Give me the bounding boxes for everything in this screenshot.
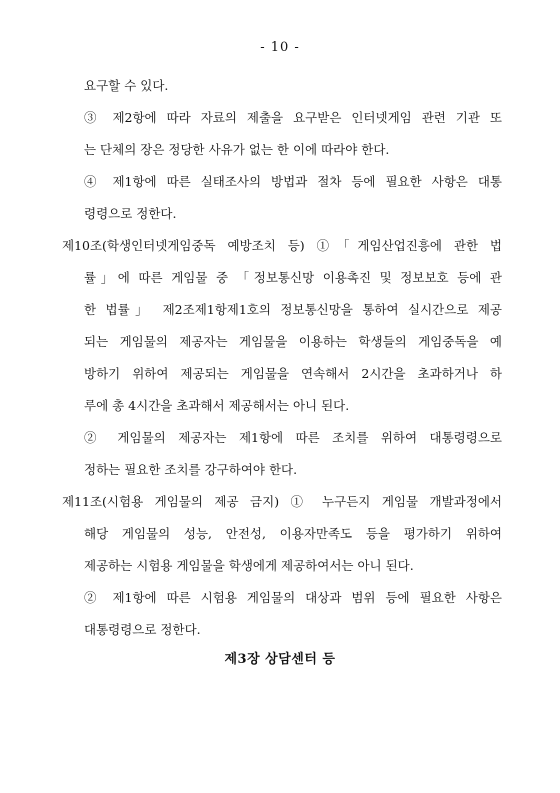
text-line: 해당 게임물의 성능, 안전성, 이용자만족도 등을 평가하기 위하여 <box>84 526 502 541</box>
chapter-title: 제3장 상담센터 등 <box>224 652 336 667</box>
text-line: 루에 총 4시간을 초과해서 제공해서는 아니 된다. <box>84 398 350 413</box>
text-line: 는 단체의 장은 정당한 사유가 없는 한 이에 따라야 한다. <box>84 142 390 157</box>
text-line: 한 법률」 제2조제1항제1호의 정보통신망을 통하여 실시간으로 제공 <box>84 302 502 317</box>
article-heading-line: 제11조(시험용 게임물의 제공 금지) ① 누구든지 게임물 개발과정에서 <box>62 494 502 509</box>
text-line: ② 게임물의 제공자는 제1항에 따른 조치를 위하여 대통령령으로 <box>84 430 502 445</box>
text-line: ④ 제1항에 따른 실태조사의 방법과 절차 등에 필요한 사항은 대통 <box>84 174 502 189</box>
text-line: ③ 제2항에 따라 자료의 제출을 요구받은 인터넷게임 관련 기관 또 <box>84 110 502 125</box>
text-line: 방하기 위하여 제공되는 게임물을 연속해서 2시간을 초과하거나 하 <box>84 366 502 381</box>
text-line: 요구할 수 있다. <box>84 78 169 93</box>
text-line: 령령으로 정한다. <box>84 206 177 221</box>
page-number: - 10 - <box>260 40 300 55</box>
body-text <box>62 70 502 646</box>
text-line: 정하는 필요한 조치를 강구하여야 한다. <box>84 462 298 477</box>
article-heading-line: 제10조(학생인터넷게임중독 예방조치 등) ①「게임산업진흥에 관한 법 <box>62 238 502 253</box>
text-line: 제공하는 시험용 게임물을 학생에게 제공하여서는 아니 된다. <box>84 558 414 573</box>
text-line: 대통령령으로 정한다. <box>84 622 201 637</box>
text-line: 률」에 따른 게임물 중 「정보통신망 이용촉진 및 정보보호 등에 관 <box>84 270 502 285</box>
text-line: 되는 게임물의 제공자는 게임물을 이용하는 학생들의 게임중독을 예 <box>84 334 502 349</box>
text-line: ② 제1항에 따른 시험용 게임물의 대상과 범위 등에 필요한 사항은 <box>84 590 502 605</box>
